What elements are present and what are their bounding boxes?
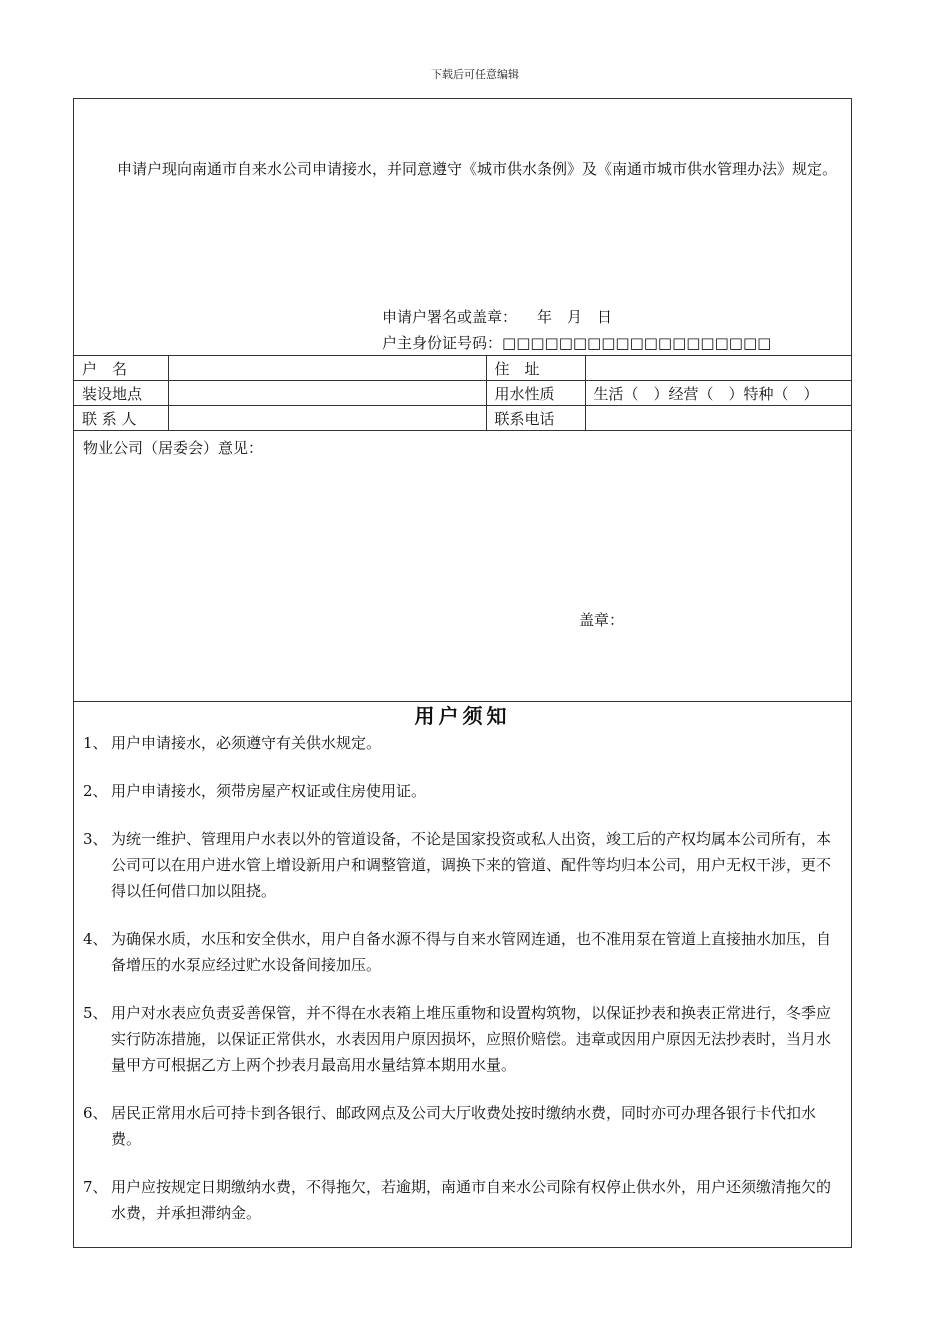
signature-label: 申请户署名或盖章： bbox=[382, 308, 518, 326]
account-name-label: 户 名 bbox=[74, 356, 168, 381]
install-location-field[interactable] bbox=[168, 381, 486, 406]
notice-item-text: 为统一维护、管理用户水表以外的管道设备，不论是国家投资或私人出资，竣工后的产权均属本公司所有，本公司可以在用户进水管上增设新用户和调整管道，调换下来的管道、配件等均归本公司，用户无权干涉，更不得以任何借口加以阻挠。 bbox=[111, 830, 832, 900]
notice-item-number: 6、 bbox=[83, 1104, 108, 1122]
table-row bbox=[74, 381, 851, 406]
phone-label: 联系电话 bbox=[486, 406, 585, 431]
id-number-label: 户主身份证号码： bbox=[382, 334, 503, 352]
notice-item-number: 5、 bbox=[83, 1004, 108, 1022]
notice-item-text: 为确保水质，水压和安全供水，用户自备水源不得与自来水管网连通，也不准用泵在管道上直接抽水加压，自备增压的水泵应经过贮水设备间接加压。 bbox=[111, 930, 832, 974]
applicant-info-table bbox=[74, 355, 851, 431]
notice-item-number: 7、 bbox=[83, 1178, 108, 1196]
notice-title: 用户须知 bbox=[414, 704, 511, 728]
notice-item-number: 1、 bbox=[83, 734, 108, 752]
declaration-section bbox=[74, 99, 851, 355]
phone-field[interactable] bbox=[585, 406, 851, 431]
signature-line bbox=[382, 306, 612, 327]
list-item bbox=[74, 1000, 851, 1078]
notice-item-text: 用户应按规定日期缴纳水费，不得拖欠，若逾期，南通市自来水公司除有权停止供水外，用户还须缴清拖欠的水费，并承担滞纳金。 bbox=[111, 1178, 832, 1222]
water-application-form bbox=[73, 98, 852, 1248]
header-note: 下载后可任意编辑 bbox=[431, 68, 519, 81]
notice-item-number: 3、 bbox=[83, 830, 108, 848]
list-item bbox=[74, 730, 851, 756]
id-number-boxes[interactable]: □□□□□□□□□□□□□□□□□□□ bbox=[502, 334, 772, 352]
list-item bbox=[74, 778, 851, 804]
user-notice-section bbox=[74, 702, 851, 1248]
notice-item-number: 4、 bbox=[83, 930, 108, 948]
contact-field[interactable] bbox=[168, 406, 486, 431]
id-number-line bbox=[382, 332, 771, 353]
notice-item-text: 用户申请接水，须带房屋产权证或住房使用证。 bbox=[111, 782, 427, 800]
notice-item-text: 用户申请接水，必须遵守有关供水规定。 bbox=[111, 734, 382, 752]
account-name-field[interactable] bbox=[168, 356, 486, 381]
notice-item-text: 用户对水表应负责妥善保管，并不得在水表箱上堆压重物和设置构筑物，以保证抄表和换表正常进行，冬季应实行防冻措施，以保证正常供水，水表因用户原因损坏，应照价赔偿。违章或因用户原因无法抄表时，当月水量甲方可根据乙方上两个抄表月最高用水量结算本期用水量。 bbox=[111, 1004, 832, 1074]
stamp-label: 盖章： bbox=[579, 611, 625, 629]
property-opinion-section bbox=[74, 433, 851, 702]
declaration-text: 申请户现向南通市自来水公司申请接水，并同意遵守《城市供水条例》及《南通市城市供水管理办法》规定。 bbox=[117, 160, 838, 178]
install-location-label: 装设地点 bbox=[74, 381, 168, 406]
water-type-label: 用水性质 bbox=[486, 381, 585, 406]
address-field[interactable] bbox=[585, 356, 851, 381]
notice-list bbox=[74, 730, 851, 1226]
list-item bbox=[74, 1174, 851, 1226]
notice-item-number: 2、 bbox=[83, 782, 108, 800]
table-row bbox=[74, 406, 851, 431]
list-item bbox=[74, 1100, 851, 1152]
list-item bbox=[74, 826, 851, 904]
list-item bbox=[74, 926, 851, 978]
contact-label: 联 系 人 bbox=[74, 406, 168, 431]
date-label: 年 月 日 bbox=[537, 308, 613, 326]
notice-item-text: 居民正常用水后可持卡到各银行、邮政网点及公司大厅收费处按时缴纳水费，同时亦可办理各银行卡代扣水费。 bbox=[111, 1104, 817, 1148]
water-type-options[interactable]: 生活（ ）经营（ ）特种（ ） bbox=[585, 381, 851, 406]
table-row bbox=[74, 356, 851, 381]
address-label: 住 址 bbox=[486, 356, 585, 381]
property-opinion-label: 物业公司（居委会）意见： bbox=[83, 439, 264, 457]
